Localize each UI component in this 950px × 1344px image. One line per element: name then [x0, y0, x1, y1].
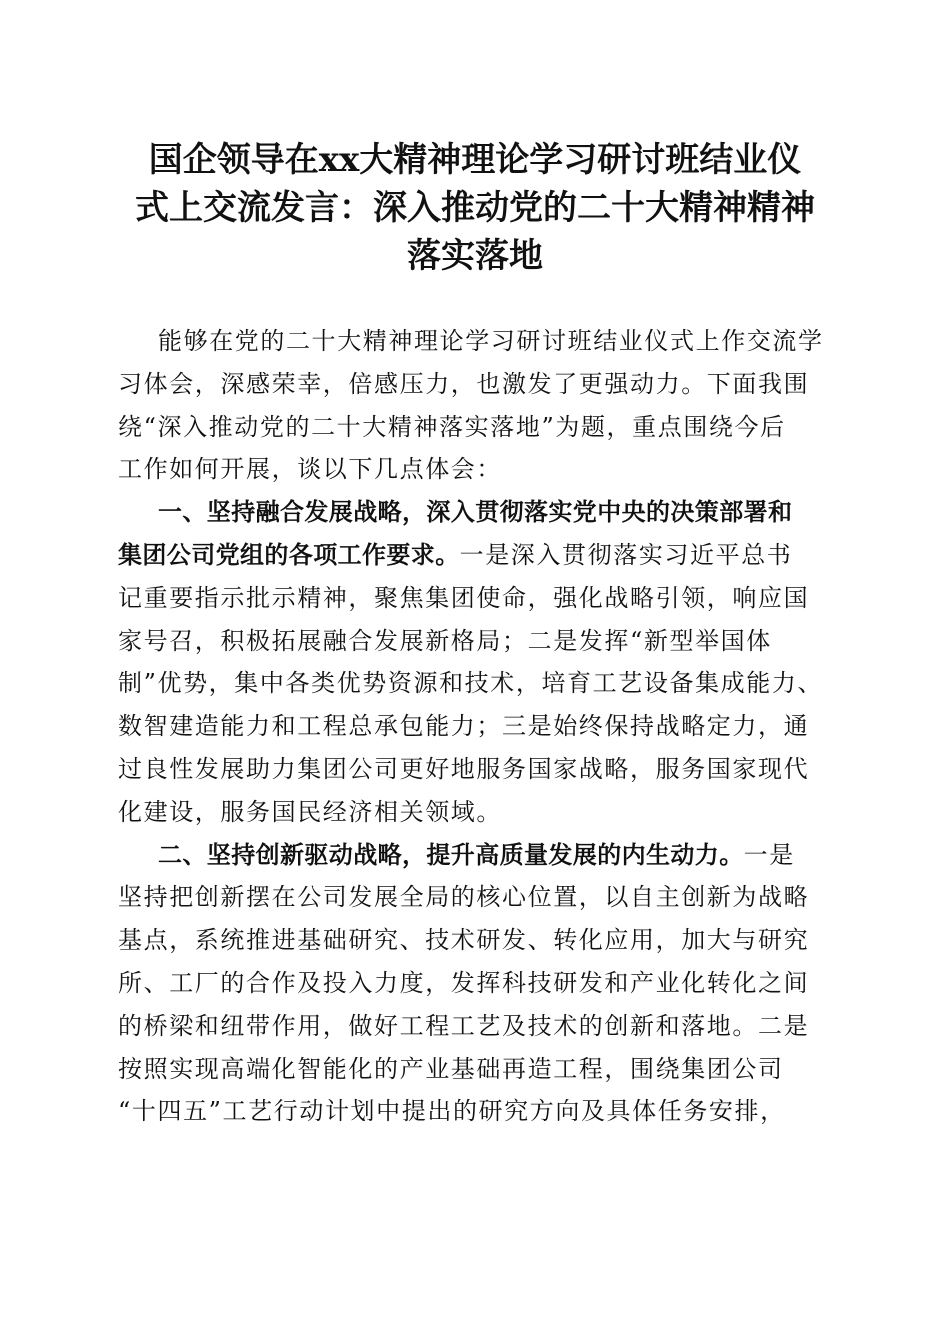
section1-heading-line-1: 一、坚持融合发展战略，深入贯彻落实党中央的决策部署和	[158, 498, 793, 527]
title-line-1: 国企领导在xx大精神理论学习研讨班结业仪	[148, 140, 802, 180]
intro-line-3: 绕“深入推动党的二十大精神落实落地”为题，重点围绕今后	[118, 412, 786, 441]
section1-line-2	[118, 534, 828, 577]
intro-line-2: 习体会，深感荣幸，倍感压力，也激发了更强动力。下面我围	[118, 369, 810, 398]
section1-line-7: 过良性发展助力集团公司更好地服务国家战略，服务国家现代	[118, 754, 810, 783]
section1-line-8: 化建设，服务国民经济相关领域。	[118, 797, 502, 826]
intro-line-4: 工作如何开展，谈以下几点体会：	[118, 455, 502, 484]
section2-line-1-text: 一是	[743, 840, 795, 869]
title-line-3: 落实落地	[407, 236, 543, 276]
section2-heading: 二、坚持创新驱动战略，提升高质量发展的内生动力。	[158, 840, 744, 869]
title-line-2: 式上交流发言：深入推动党的二十大精神精神	[135, 188, 815, 228]
section1-line-3: 记重要指示批示精神，聚焦集团使命，强化战略引领，响应国	[118, 583, 810, 612]
section1-heading-line-2: 集团公司党组的各项工作要求。	[118, 540, 460, 569]
section2-line-4: 所、工厂的合作及投入力度，发挥科技研发和产业化转化之间	[118, 968, 810, 997]
section2-line-7: “十四五”工艺行动计划中提出的研究方向及具体任务安排，	[118, 1097, 786, 1126]
section2-line-3: 基点，系统推进基础研究、技术研发、转化应用，加大与研究	[118, 926, 810, 955]
section1-line-6: 数智建造能力和工程总承包能力；三是始终保持战略定力，通	[118, 712, 810, 741]
section2-line-5: 的桥梁和纽带作用，做好工程工艺及技术的创新和落地。二是	[118, 1011, 810, 1040]
section2-line-2: 坚持把创新摆在公司发展全局的核心位置，以自主创新为战略	[118, 883, 810, 912]
section2-line-1	[118, 834, 828, 877]
section1-line-5: 制”优势，集中各类优势资源和技术，培育工艺设备集成能力、	[118, 669, 824, 698]
section1-line-4: 家号召，积极拓展融合发展新格局；二是发挥“新型举国体	[118, 626, 772, 655]
intro-line-1: 能够在党的二十大精神理论学习研讨班结业仪式上作交流学	[158, 327, 824, 355]
document-title	[100, 136, 850, 280]
section1-line-2-text: 一是深入贯彻落实习近平总书	[459, 540, 793, 569]
section2-line-6: 按照实现高端化智能化的产业基础再造工程，围绕集团公司	[118, 1054, 784, 1083]
document-body	[118, 320, 828, 1133]
